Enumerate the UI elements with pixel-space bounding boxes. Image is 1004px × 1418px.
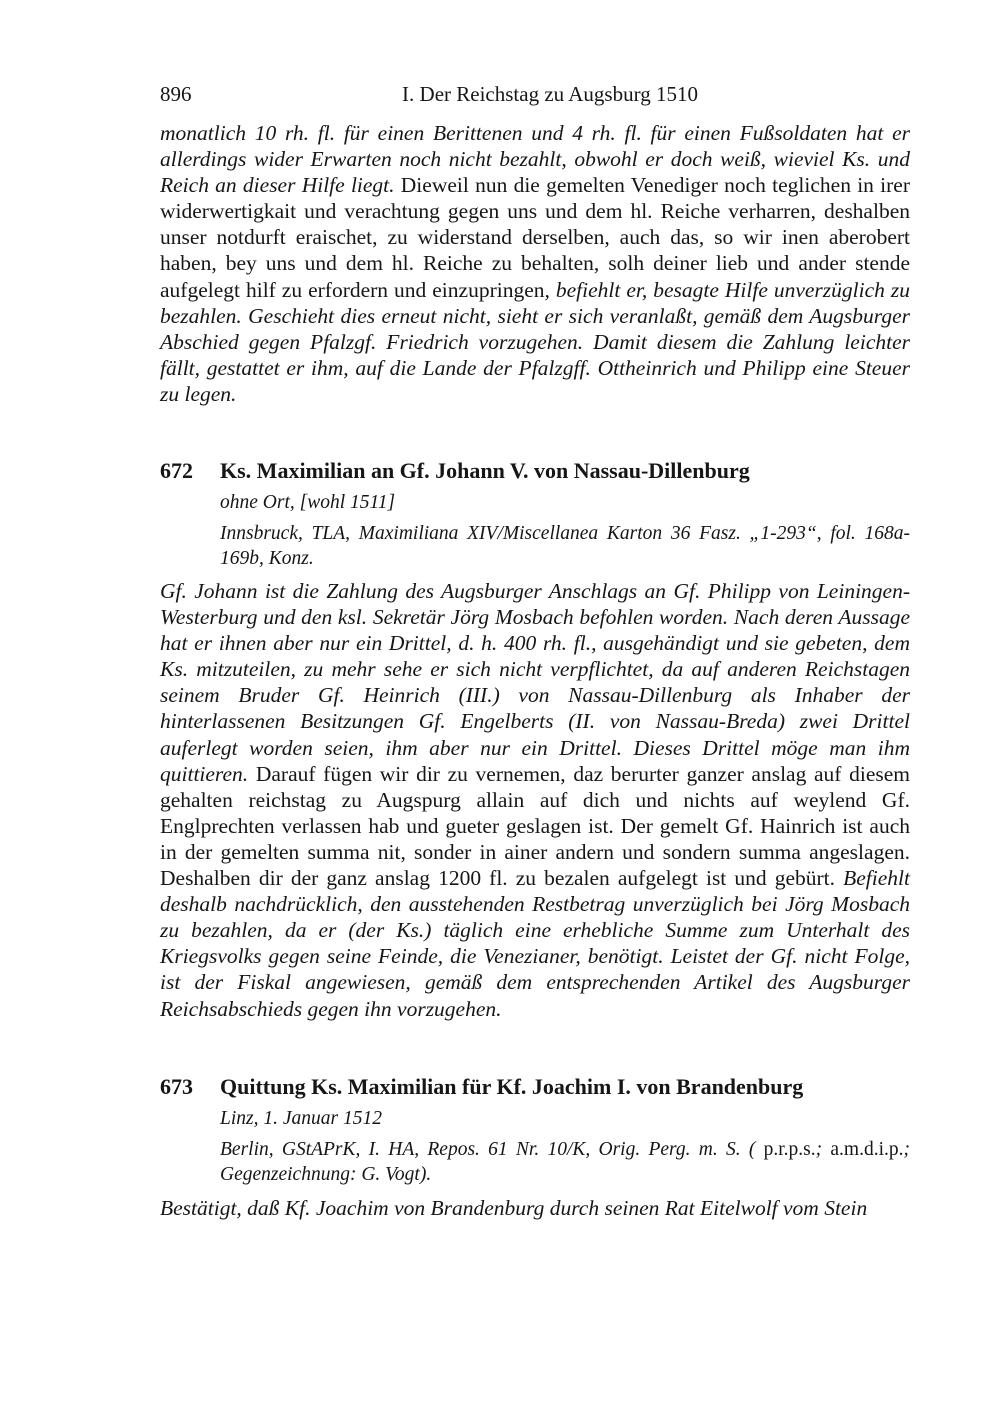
doc-673-regest: Bestätigt, daß Kf. Joachim von Brandenburg durch seinen Rat Eitelwolf vom Stein [160, 1196, 868, 1220]
intro-regest-2: , befiehlt er, besagte Hilfe unverzüglich zu bezahlen. Geschieht dies erneut nicht, sieht er sich veranlaßt, gemäß dem Augsburger Abschied gegen Pfalzgf. Friedrich vorzugehen. Damit diesem die Zahlung leichter fällt, gestattet er ihm, auf die Lande der Pfalzgff. Ottheinrich und Philipp eine Steuer zu legen. [160, 277, 911, 406]
doc-672-heading [160, 457, 920, 485]
doc-673-source [220, 1138, 910, 1187]
doc-673-heading [160, 1073, 920, 1101]
doc-672-regest-1: Gf. Johann ist die Zahlung des Augsburger Anschlags an Gf. Philipp von Leiningen-Westerburg und den ksl. Sekretär Jörg Mosbach befohlen worden. Nach deren Aussage hat er ihnen aber nur ein Drittel, d. h. 400 rh. fl., ausgehändigt und sie gebeten, dem Ks. mitzuteilen, zu mehr sehe er sich nicht verpflichtet, da auf anderen Reichstagen seinem Bruder Gf. Heinrich (III.) von Nassau-Dillenburg als Inhaber der hinterlassenen Besitzungen Gf. Engelberts (II. von Nassau-Breda) zwei Drittel auferlegt worden seien, ihm aber nur ein Drittel. Dieses Drittel möge man ihm quittieren. [160, 579, 910, 786]
doc-672-source: Innsbruck, TLA, Maximiliana XIV/Miscellanea Karton 36 Fasz. „1-293“, fol. 168a-169b, Konz. [220, 523, 910, 569]
intro-quote: Dieweil nun die gemelten Venediger noch teglichen in irer widerwertigkait und verachtung gegen uns und dem hl. Reiche verharren, deshalben unser notdurft eraischet, zu widerstand derselben, auch das, so wir inen aberobert haben, bey uns und dem hl. Reiche zu behalten, solh deiner lieb und ander stende aufgelegt hilf zu erfordern und einzupringen [160, 173, 910, 302]
doc-672-number: 672 [160, 458, 193, 483]
doc-673-source-b: p.r.p.s. [755, 1139, 816, 1160]
doc-673-source-c: ; [815, 1139, 831, 1160]
doc-673-source-e: ; Gegenzeichnung: G. Vogt). [220, 1139, 910, 1185]
doc-672-title: Ks. Maximilian an Gf. Johann V. von Nassau-Dillenburg [220, 458, 750, 483]
intro-paragraph [160, 120, 910, 407]
doc-673-body [160, 1195, 910, 1221]
doc-672-regest-2: Befiehlt deshalb nachdrücklich, den ausstehenden Restbetrag unverzüglich bei Jörg Mosbach zu bezahlen, da er (der Ks.) täglich eine erhebliche Summe zum Unterhalt des Kriegsvolks gegen seine Feinde, die Venezianer, benötigt. Leistet der Gf. nicht Folge, ist der Fiskal angewiesen, gemäß dem entsprechenden Artikel des Augsburger Reichsabschieds gegen ihn vorzugehen. [160, 866, 910, 1021]
doc-673-number: 673 [160, 1074, 193, 1099]
doc-673-source-a: Berlin, GStAPrK, I. HA, Repos. 61 Nr. 10/K, Orig. Perg. m. S. ( [220, 1139, 756, 1160]
doc-673-title: Quittung Ks. Maximilian für Kf. Joachim I. von Brandenburg [220, 1074, 804, 1099]
running-title: I. Der Reichstag zu Augsburg 1510 [402, 82, 698, 106]
doc-672-place-date: ohne Ort, [wohl 1511] [220, 492, 396, 513]
page-number: 896 [160, 82, 192, 106]
doc-673-place-date: Linz, 1. Januar 1512 [220, 1108, 382, 1129]
intro-regest-1: monatlich 10 rh. fl. für einen Berittenen und 4 rh. fl. für einen Fußsoldaten hat er allerdings wider Erwarten noch nicht bezahlt, obwohl er doch weiß, wieviel Ks. und Reich an dieser Hilfe liegt. [160, 121, 910, 198]
doc-672-body [160, 578, 910, 1022]
doc-673-source-d: a.m.d.i.p. [830, 1139, 904, 1160]
page-header [160, 80, 910, 108]
doc-672-quote: Darauf fügen wir dir zu vernemen, daz berurter ganzer anslag auf diesem gehalten reichstag zu Augspurg allain auf dich und nichts auf weylend Gf. Englprechten verlassen hab und gueter geslagen ist. Der gemelt Gf. Hainrich ist auch in der gemelten summa nit, sonder in ainer andern und sondern summa angeslagen. Deshalben dir der ganz anslag 1200 fl. zu bezalen aufgelegt ist und gebürt. [160, 761, 910, 891]
